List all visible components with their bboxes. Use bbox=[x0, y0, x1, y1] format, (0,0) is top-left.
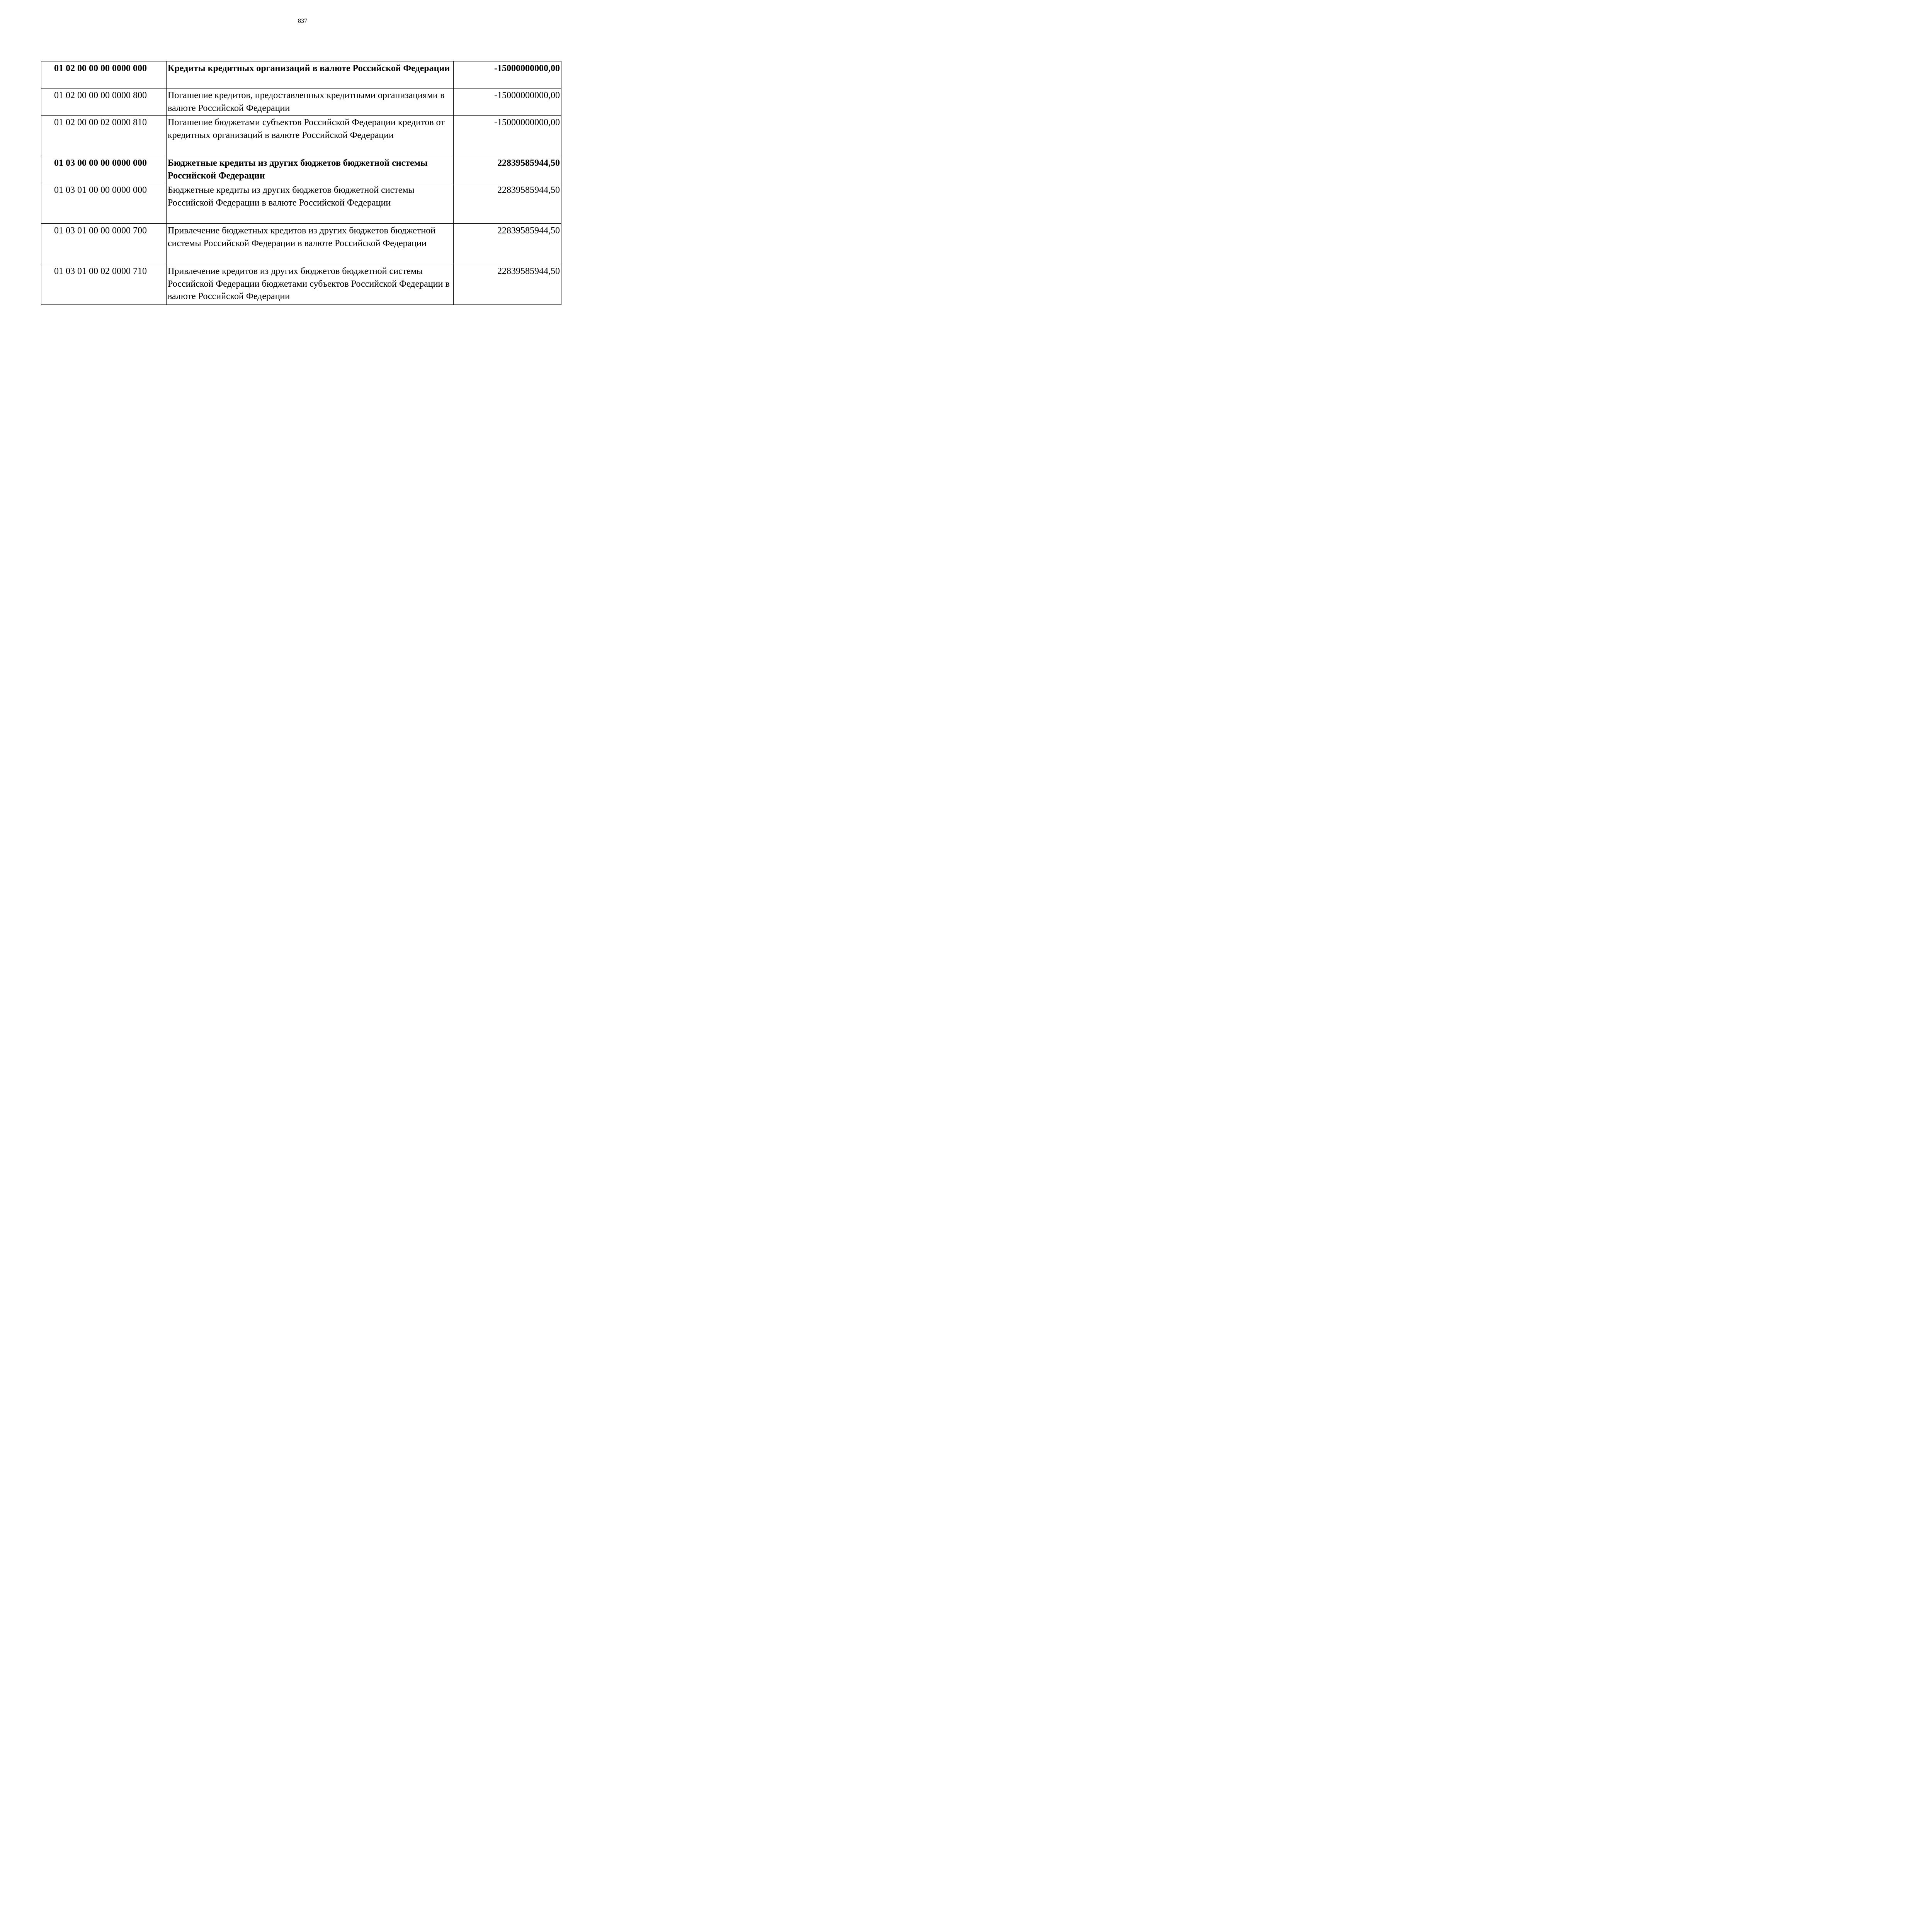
table-row bbox=[41, 264, 561, 305]
budget-code-cell: 01 02 00 00 00 0000 000 bbox=[41, 61, 167, 88]
table-row bbox=[41, 88, 561, 116]
budget-code-cell: 01 03 01 00 02 0000 710 bbox=[41, 264, 167, 305]
item-name-cell: Кредиты кредитных организаций в валюте Российской Федерации bbox=[167, 61, 454, 88]
item-name-cell: Погашение бюджетами субъектов Российской Федерации кредитов от кредитных организаций в валюте Российской Федерации bbox=[167, 116, 454, 156]
amount-cell: -15000000000,00 bbox=[454, 61, 561, 88]
amount-cell: -15000000000,00 bbox=[454, 116, 561, 156]
table-row bbox=[41, 224, 561, 264]
item-name-cell: Погашение кредитов, предоставленных кредитными организациями в валюте Российской Федерации bbox=[167, 88, 454, 116]
item-name-cell: Привлечение кредитов из других бюджетов бюджетной системы Российской Федерации бюджетами субъектов Российской Федерации в валюте Российской Федерации bbox=[167, 264, 454, 305]
amount-cell: 22839585944,50 bbox=[454, 183, 561, 224]
amount-cell: 22839585944,50 bbox=[454, 156, 561, 183]
budget-code-cell: 01 02 00 00 00 0000 800 bbox=[41, 88, 167, 116]
amount-cell: 22839585944,50 bbox=[454, 224, 561, 264]
budget-code-cell: 01 03 00 00 00 0000 000 bbox=[41, 156, 167, 183]
table-row bbox=[41, 183, 561, 224]
budget-sources-table bbox=[41, 61, 561, 305]
budget-code-cell: 01 03 01 00 00 0000 000 bbox=[41, 183, 167, 224]
table-row bbox=[41, 61, 561, 88]
amount-cell: 22839585944,50 bbox=[454, 264, 561, 305]
item-name-cell: Бюджетные кредиты из других бюджетов бюджетной системы Российской Федерации в валюте Российской Федерации bbox=[167, 183, 454, 224]
item-name-cell: Привлечение бюджетных кредитов из других бюджетов бюджетной системы Российской Федерации в валюте Российской Федерации bbox=[167, 224, 454, 264]
table-row bbox=[41, 116, 561, 156]
item-name-cell: Бюджетные кредиты из других бюджетов бюджетной системы Российской Федерации bbox=[167, 156, 454, 183]
page-number: 837 bbox=[298, 18, 307, 24]
amount-cell: -15000000000,00 bbox=[454, 88, 561, 116]
budget-code-cell: 01 03 01 00 00 0000 700 bbox=[41, 224, 167, 264]
table-row bbox=[41, 156, 561, 183]
budget-code-cell: 01 02 00 00 02 0000 810 bbox=[41, 116, 167, 156]
